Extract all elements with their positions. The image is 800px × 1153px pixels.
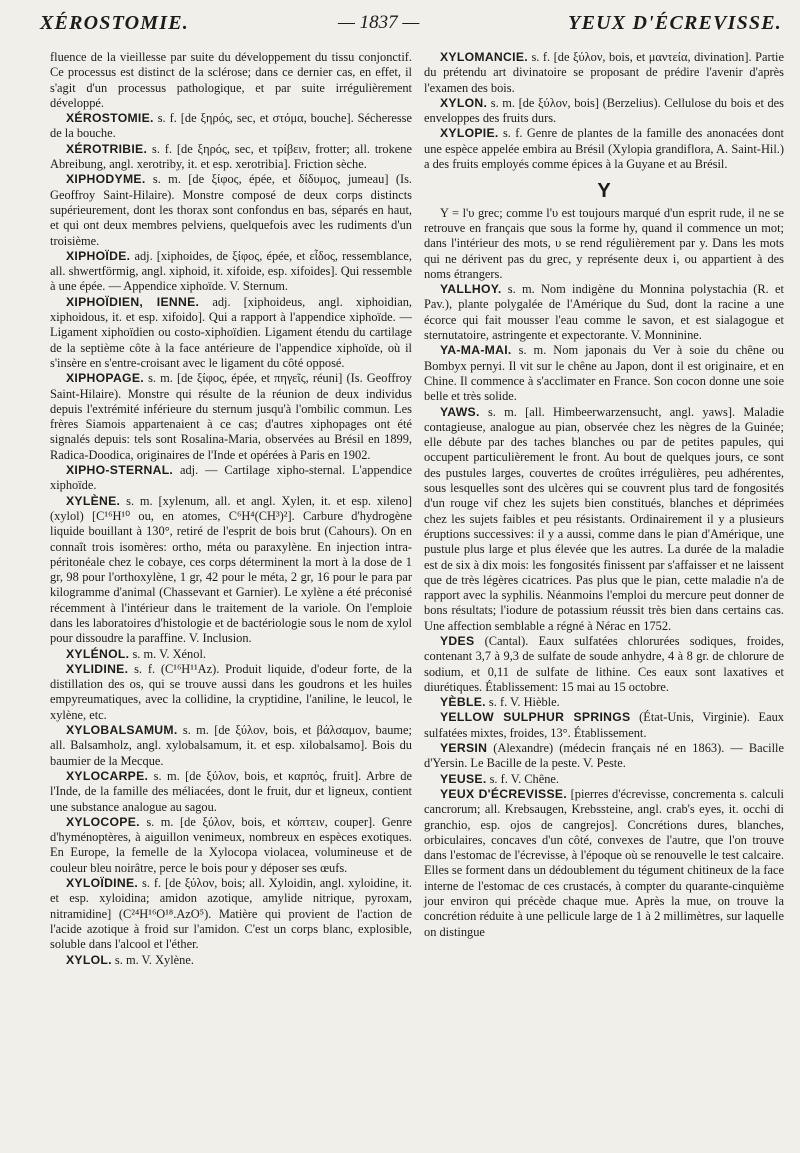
entry-text: fluence de la vieillesse par suite du développement du tissu conjonctif. Ce processus est distinct de la sclérose; dans ce dernier cas, en effet, il s'agit d'un processus pathologique, et par suite irrégulièrement développé. (50, 50, 412, 110)
entry-text: s. f. [de ξηρός, sec, et τρίβειν, frotter; all. trokene Abreibung, angl. xerotriby, it. et esp. xerotribia]. Friction sèche. (50, 141, 412, 172)
section-letter: Y (597, 180, 611, 203)
right-column-bottom (424, 206, 784, 940)
entry-headword: XÉROTRIBIE. (66, 141, 148, 156)
entry-text: s. m. [de ξύλον, bois, et βάλσαμον, baume; all. Balsamholz, angl. xylobalsamum, it. et esp. xilobalsamo]. Bois du baumier de la Mecque. (50, 723, 412, 768)
dictionary-entry (424, 50, 784, 96)
entry-text: s. m. [de ξίφος, épée, et δίδυμος, jumeau] (Is. Geoffroy Saint-Hilaire). Monstre composé de deux corps distincts supérieurement, dont les thorax sont confondus en bas, séparés en haut, et qui ont deux membres pelviens, quelquefois avec les rudiments d'un troisième. (50, 172, 412, 248)
entry-headword: XIPHOPAGE. (66, 371, 144, 386)
dictionary-entry (50, 815, 412, 876)
entry-text: s. m. Nom japonais du Ver à soie du chêne ou Bombyx pernyi. Il vit sur le chêne au Japon, dont il est originaire, et en Chine. Il commence à s'acclimater en France. Son cocon donne une soie belle et très solide. (424, 343, 784, 404)
entry-text: s. f. V. Hièble. (485, 695, 560, 710)
entry-headword: XYLOL. (66, 952, 112, 967)
dictionary-entry (50, 723, 412, 769)
entry-headword: XYLOCOPE. (66, 814, 140, 829)
entry-headword: XYLOÏDINE. (66, 876, 139, 891)
entry-text: s. m. [de ξύλον, bois, et κόπτειν, couper]. Genre d'hyménoptères, à aiguillon venimeux, nombreux en espèces exotiques. En Europe, la femelle de la Xylocopa violacea, volumineuse et de couleur bleu noirâtre, perce le bois pour y déposer ses œufs. (50, 814, 412, 875)
dictionary-entry (424, 282, 784, 343)
entry-headword: XIPHO-STERNAL. (66, 463, 174, 478)
entry-text: s. m. [xylenum, all. et angl. Xylen, it. et esp. xileno] (xylol) [C¹⁶H¹⁰ ou, en atomes, C⁶H⁴(CH³)²]. Carbure d'hydrogène liquide bouillant à 130°, retiré de l'esprit de bois brut (Cahours). On en connaît trois isomères: ortho, méta ou paraxylène. En injection intra-péritonéale chez le cobaye, ces corps déterminent la mort à la dose de 1 gr, 98 pour l'orthoxylène, 1 gr, 42 pour le méta, 2 gr, 16 pour le para par kilogramme d'animal (Chassevant et Garnier). Le xylène a été préconisé récemment à l'intérieur dans le traitement de la variole. On l'emploie dans les laboratoires d'histologie et de bactériologie sous le nom de xylol pour dissoudre la paraffine. V. Inclusion. (50, 493, 412, 646)
entry-headword: YA-MA-MAI. (440, 343, 512, 358)
entry-headword: XYLOBALSAMUM. (66, 723, 178, 738)
entry-text: s. m. V. Xylène. (111, 952, 194, 967)
dictionary-entry (424, 405, 784, 634)
entry-headword: YEUX D'ÉCREVISSE. (440, 786, 568, 801)
page-number: — 1837 — (337, 12, 420, 33)
dictionary-entry (424, 710, 784, 741)
header-left-guideword: XÉROSTOMIE. (40, 11, 189, 34)
entry-text: s. m. [all. Himbeerwarzensucht, angl. yaws]. Maladie contagieuse, analogue au pian, observée chez les nègres de la Guinée; elle débute par des taches blanches ou par de petites papules, qui occupent particulièrement le front. Au bout de quelques jours, ce sont des pustules larges, couvertes de croûtes irrégulières, peu adhérentes, sous lesquelles sont des ulcères qui se couvrent plus tard de fongosités d'un rouge vif chez les sujets bien constitués, blanches et déprimées chez les sujets faibles et peu résistants. Ordinairement il y a plusieurs éruptions successives: il y a aussi, comme dans le pian d'Amérique, une pustule plus large et plus élevée que les autres. La durée de la maladie est de six à dix mois: les fongosités finissent par s'affaisser et ne laissent que de très légères cicatrices. Pas plus que le pian, cette maladie n'a de rapport avec la syphilis. Néanmoins l'emploi du mercure peut donner de bons résultats; l'iodure de potassium réussit très bien dans certains cas. Une affection semblable a régné à Nérac en 1752. (424, 404, 784, 633)
page-header (40, 6, 782, 40)
entry-text: s. f. [de ξύλον, bois; all. Xyloidin, angl. xyloidine, it. et esp. xyloidina; amidon azotique, amylide nitrique, pyroxam, nitramidine] (C²⁴H¹⁶O¹⁸.AzO⁵). Matière qui provient de l'action de l'acide azotique à froid sur l'amidon. C'est un corps blanc, explosible, soluble dans l'alcool et l'éther. (50, 876, 412, 952)
entry-headword: XYLOMANCIE. (440, 50, 528, 64)
left-column (50, 50, 412, 968)
dictionary-entry (424, 634, 784, 695)
entry-headword: XYLON. (440, 95, 488, 110)
dictionary-entry (50, 769, 412, 815)
dictionary-entry (424, 772, 784, 787)
dictionary-entry (50, 953, 412, 968)
dictionary-entry (424, 126, 784, 172)
header-right-guideword: YEUX D'ÉCREVISSE. (568, 11, 782, 34)
entry-text: s. f. V. Chêne. (486, 771, 560, 786)
entry-text: s. m. [de ξίφος, épée, et πηγεῖς, réuni] (Is. Geoffroy Saint-Hilaire). Monstre qui résulte de la réunion de deux individus depuis l'extrémité inférieure du sternum jusqu'à l'ombilic commun. Les frères Siamois appartenaient à ce cas; d'autres xiphopages ont été signalés depuis: tels sont Rosalina-Maria, observées au Brésil en 1899, Radica-Doodica, originaires de l'Inde et opérées à Paris en 1902. (50, 371, 412, 462)
dictionary-entry (424, 695, 784, 710)
entry-text: adj. — Cartilage xipho-sternal. L'appendice xiphoïde. (50, 463, 412, 493)
entry-headword: YEUSE. (440, 771, 487, 786)
dictionary-entry (50, 111, 412, 142)
entry-text: (État-Unis, Virginie). Eaux sulfatées mixtes, froides, 13°. Établissement. (424, 710, 784, 740)
entry-text: s. m. Nom indigène du Monnina polystachia (R. et Pav.), plante polygalée de l'Amérique du Sud, dont la racine a une écorce qui fait mousser l'eau comme le savon, et est sialagogue et sternutatoire, astringente et expectorante. V. Monninine. (424, 282, 784, 343)
entry-headword: XIPHODYME. (66, 172, 146, 187)
entry-headword: YAWS. (440, 404, 480, 419)
entry-text: (Alexandre) (médecin français né en 1863). — Bacille d'Yersin. Le Bacille de la peste. V. Peste. (424, 741, 784, 771)
entry-text: [pierres d'écrevisse, concrementa s. calculi cancrorum; all. Krebsaugen, Krebssteine, angl. crab's eyes, it. occhi di granchio, esp. ojos de cangrejos]. Concrétions dures, blanches, orbiculaires, concaves d'un côté, convexes de l'autre, que l'on trouve dans l'estomac de l'écrevisse, à l'époque où se renouvelle le test calcaire. Elles se forment dans un dédoublement du tégument chitineux de la face interne de l'estomac de ces crustacés, à compter du quarante-cinquième jour environ qui précède chaque mue. Après la mue, on trouve la concrétion réduite à une pellicule large de 1 à 2 millimètres, sur laquelle on distingue (424, 786, 784, 939)
entry-text: adj. [xiphoideus, angl. xiphoidian, xiphoidous, it. et esp. xifoido]. Qui a rapport à l'appendice xiphoïde. — Ligament xiphoïdien ou costo-xiphoïdien. Ligament étendu du cartilage de la septième côte à la face antérieure de l'appendice xiphoïde, où il s'insère en s'entre-croisant avec le ligament du côté opposé. (50, 294, 412, 370)
entry-text: s. m. [de ξύλον, bois] (Berzelius). Cellulose du bois et des enveloppes des fruits durs. (424, 95, 784, 126)
entry-headword: XYLOPIE. (440, 126, 499, 141)
entry-headword: YELLOW SULPHUR SPRINGS (440, 710, 631, 725)
entry-text: s. f. [de ξύλον, bois, et μαντεία, divination]. Partie du prétendu art divinatoire se proposant de prédire l'avenir d'après l'examen des bois. (424, 50, 784, 95)
entry-headword: YÈBLE. (440, 695, 486, 710)
entry-text: (Cantal). Eaux sulfatées chlorurées sodiques, froides, contenant 3,7 à 9,3 de sulfate de soude anhydre, 4 à 8 gr. de chlorure de sodium, et 0,11 de sulfate de lithine. Ces eaux sont laxatives et diurétiques. Établissement: 15 mai au 15 octobre. (424, 633, 784, 694)
dictionary-entry (50, 172, 412, 248)
entry-headword: XIPHOÏDE. (66, 248, 131, 263)
entry-headword: YERSIN (440, 741, 488, 756)
dictionary-entry (50, 371, 412, 463)
entry-headword: XYLIDINE. (66, 661, 129, 676)
entry-text: adj. [xiphoides, de ξίφος, épée, et εἶδος, ressemblance, all. shwertförmig, angl. xiphoid, it. xifoide, esp. xifoides]. Qui ressemble à une épée. — Appendice xiphoïde. V. Sternum. (50, 248, 412, 294)
right-column-top (424, 50, 784, 172)
entry-text: s. f. (C¹⁶H¹¹Az). Produit liquide, d'odeur forte, de la distillation des os, qui se trouve aussi dans les goudrons et les huiles empyreumatiques, avec la collidine, la cryptidine, l'aniline, le leucol, le xylène, etc. (50, 661, 412, 722)
entry-text: s. f. Genre de plantes de la famille des anonacées dont une espèce appelée embira au Brésil (Xylopia grandiflora, A. Saint-Hil.) a des fruits employés comme épices à la Guyane et au Brésil. (424, 126, 784, 172)
dictionary-entry (50, 494, 412, 647)
entry-headword: XYLOCARPE. (66, 768, 149, 783)
dictionary-entry (424, 96, 784, 127)
dictionary-entry (50, 142, 412, 173)
dictionary-entry (424, 343, 784, 404)
entry-headword: XÉROSTOMIE. (66, 111, 154, 126)
entry-headword: XYLÈNE. (66, 493, 121, 508)
entry-text: s. f. [de ξηρός, sec, et στόμα, bouche]. Sécheresse de la bouche. (50, 111, 412, 141)
dictionary-entry (50, 50, 412, 111)
dictionary-entry (50, 876, 412, 952)
entry-headword: XYLÉNOL. (66, 646, 130, 661)
entry-text: s. m. [de ξύλον, bois, et καρπός, fruit]. Arbre de l'Inde, de la famille des méliacées, dont le fruit, dur et ligneux, contient une substance analogue au sagou. (50, 768, 412, 814)
dictionary-entry (50, 249, 412, 295)
dictionary-entry (424, 206, 784, 282)
entry-text: Y = l'υ grec; comme l'υ est toujours marqué d'un esprit rude, il ne se retrouve en français que sous la forme hy, quand il commence un mot; dans l'intérieur des mots, υ se rend régulièrement par y. Dans les mots qui ne dérivent pas du grec, y représente deux i, ou appartient à des noms étrangers. (424, 205, 784, 281)
entry-text: s. m. V. Xénol. (129, 646, 206, 661)
dictionary-entry (50, 647, 412, 662)
right-column (424, 50, 784, 940)
entry-headword: XIPHOÏDIEN, IENNE. (66, 294, 200, 309)
dictionary-entry (50, 662, 412, 723)
dictionary-entry (424, 741, 784, 772)
dictionary-entry (50, 463, 412, 494)
entry-headword: YDES (440, 633, 475, 648)
entry-headword: YALLHOY. (440, 282, 502, 297)
dictionary-entry (424, 787, 784, 940)
dictionary-entry (50, 295, 412, 371)
